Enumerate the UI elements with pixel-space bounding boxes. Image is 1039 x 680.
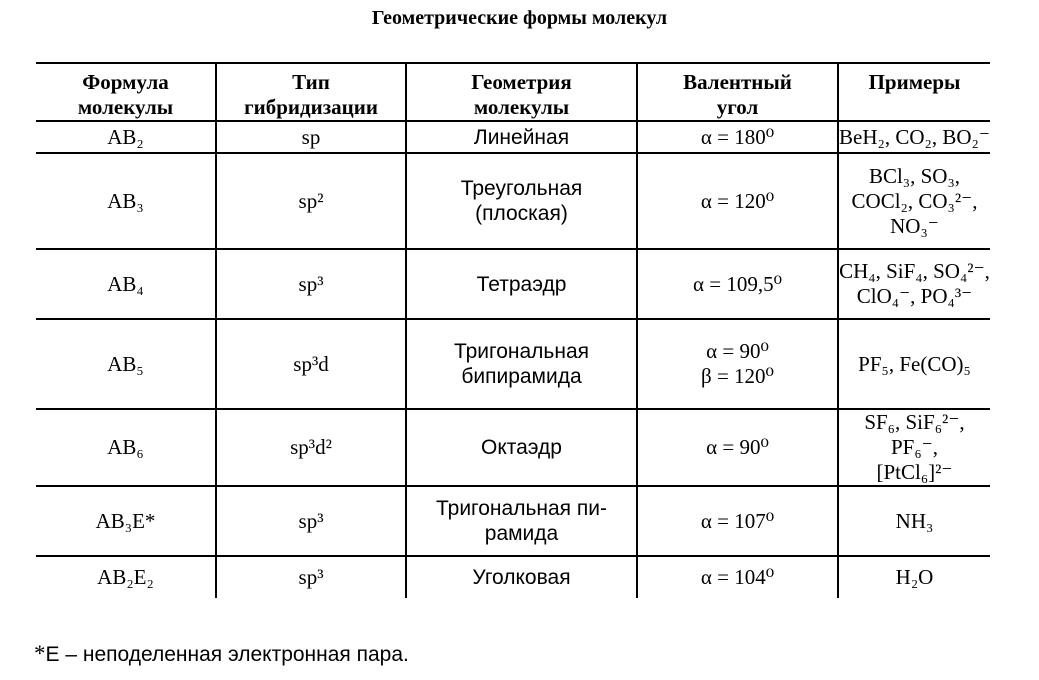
formula-cell bbox=[36, 556, 216, 598]
table-header-row bbox=[36, 63, 990, 121]
hybridization-cell bbox=[216, 409, 406, 486]
column-header-line: угол bbox=[716, 95, 759, 119]
cell-line: BeH₂, CO₂, BO₂⁻ bbox=[839, 124, 990, 149]
cell-line: sp³ bbox=[298, 565, 324, 589]
cell-line: β = 120⁰ bbox=[701, 364, 774, 388]
cell-line: [PtCl₆]²⁻ bbox=[876, 460, 953, 484]
table-row bbox=[36, 121, 990, 153]
cell-line: CH₄, SiF₄, SO₄²⁻, bbox=[839, 259, 990, 283]
table-body bbox=[36, 121, 990, 598]
cell-line: sp³ bbox=[298, 508, 324, 533]
cell-line: Тригональная bbox=[453, 340, 590, 363]
column-header-hybridization bbox=[216, 63, 406, 121]
footnote-text: E – неподеленная электронная пара. bbox=[45, 643, 409, 666]
table-row bbox=[36, 249, 990, 319]
cell-line: sp² bbox=[298, 188, 324, 213]
molecule-geometry-table bbox=[36, 62, 990, 598]
cell-line: SF₆, SiF₆²⁻, PF₆⁻, bbox=[864, 410, 965, 459]
cell-line: AB₂E₂ bbox=[97, 565, 154, 589]
footnote bbox=[34, 641, 409, 668]
column-header-line: гибридизации bbox=[244, 95, 378, 119]
angle-cell bbox=[637, 409, 838, 486]
angle-cell bbox=[637, 319, 838, 409]
cell-line: AB₃ bbox=[107, 188, 144, 213]
hybridization-cell bbox=[216, 556, 406, 598]
column-header-line: Формула bbox=[82, 70, 169, 94]
formula-cell bbox=[36, 153, 216, 249]
cell-line: Октаэдр bbox=[480, 436, 562, 459]
cell-line: α = 180⁰ bbox=[700, 124, 775, 149]
column-header-examples bbox=[838, 63, 990, 121]
table-row bbox=[36, 486, 990, 556]
cell-line: (плоская) bbox=[475, 202, 568, 225]
cell-line: AB₃E* bbox=[95, 508, 156, 533]
cell-line: PF₅, Fe(CO)₅ bbox=[858, 351, 971, 376]
geometry-cell bbox=[406, 319, 637, 409]
cell-line: α = 109,5⁰ bbox=[692, 271, 782, 296]
formula-cell bbox=[36, 409, 216, 486]
table-row bbox=[36, 153, 990, 249]
table-row bbox=[36, 319, 990, 409]
column-header-line: Примеры bbox=[868, 70, 961, 94]
hybridization-cell bbox=[216, 319, 406, 409]
angle-cell bbox=[637, 486, 838, 556]
angle-cell bbox=[637, 153, 838, 249]
hybridization-cell bbox=[216, 486, 406, 556]
column-header-line: Валентный bbox=[683, 70, 792, 94]
cell-line: NO₃⁻ bbox=[890, 213, 939, 238]
cell-line: α = 107⁰ bbox=[700, 508, 775, 533]
hybridization-cell bbox=[216, 153, 406, 249]
geometry-cell bbox=[406, 486, 637, 556]
column-header-geometry bbox=[406, 63, 637, 121]
column-header-line: молекулы bbox=[77, 95, 174, 119]
examples-cell bbox=[838, 486, 990, 556]
formula-cell bbox=[36, 249, 216, 319]
cell-line: AB₄ bbox=[107, 271, 144, 296]
cell-line: sp bbox=[301, 124, 321, 149]
cell-line: α = 104⁰ bbox=[700, 565, 775, 589]
examples-cell bbox=[838, 409, 990, 486]
examples-cell bbox=[838, 319, 990, 409]
formula-cell bbox=[36, 486, 216, 556]
table-row bbox=[36, 556, 990, 598]
cell-line: NH₃ bbox=[895, 508, 934, 533]
angle-cell bbox=[637, 121, 838, 153]
cell-line: COCl₂, CO₃²⁻, bbox=[851, 188, 978, 213]
cell-line: sp³d bbox=[293, 351, 329, 376]
cell-line: Тригональная пи- bbox=[436, 497, 607, 520]
geometry-cell bbox=[406, 556, 637, 598]
cell-line: рамида bbox=[484, 522, 559, 545]
column-header-line: Тип bbox=[292, 70, 330, 94]
cell-line: BCl₃, SO₃, bbox=[868, 163, 961, 188]
table-row bbox=[36, 409, 990, 486]
cell-line: AB₆ bbox=[107, 435, 144, 459]
examples-cell bbox=[838, 249, 990, 319]
page-title: Геометрические формы молекул bbox=[371, 7, 668, 29]
cell-line: α = 90⁰ bbox=[706, 339, 769, 363]
column-header-line: молекулы bbox=[473, 95, 570, 119]
cell-line: бипирамида bbox=[461, 365, 582, 388]
hybridization-cell bbox=[216, 249, 406, 319]
column-header-line: Геометрия bbox=[471, 70, 572, 94]
footnote-star: * bbox=[34, 641, 46, 666]
column-header-angle bbox=[637, 63, 838, 121]
geometry-cell bbox=[406, 409, 637, 486]
angle-cell bbox=[637, 556, 838, 598]
cell-line: Тетраэдр bbox=[476, 272, 567, 296]
geometry-cell bbox=[406, 153, 637, 249]
column-header-formula bbox=[36, 63, 216, 121]
formula-cell bbox=[36, 319, 216, 409]
cell-line: Линейная bbox=[473, 125, 570, 149]
angle-cell bbox=[637, 249, 838, 319]
cell-line: AB₅ bbox=[107, 351, 144, 376]
geometry-cell bbox=[406, 249, 637, 319]
hybridization-cell bbox=[216, 121, 406, 153]
formula-cell bbox=[36, 121, 216, 153]
examples-cell bbox=[838, 556, 990, 598]
cell-line: Уголковая bbox=[472, 566, 571, 589]
cell-line: α = 120⁰ bbox=[700, 188, 775, 213]
cell-line: sp³ bbox=[298, 271, 324, 296]
cell-line: sp³d² bbox=[290, 435, 332, 459]
cell-line: AB₂ bbox=[107, 124, 144, 149]
examples-cell bbox=[838, 121, 990, 153]
cell-line: H₂O bbox=[895, 565, 934, 589]
cell-line: ClO₄⁻, PO₄³⁻ bbox=[856, 284, 973, 308]
geometry-cell bbox=[406, 121, 637, 153]
examples-cell bbox=[838, 153, 990, 249]
cell-line: α = 90⁰ bbox=[706, 435, 769, 459]
cell-line: Треугольная bbox=[460, 177, 583, 200]
